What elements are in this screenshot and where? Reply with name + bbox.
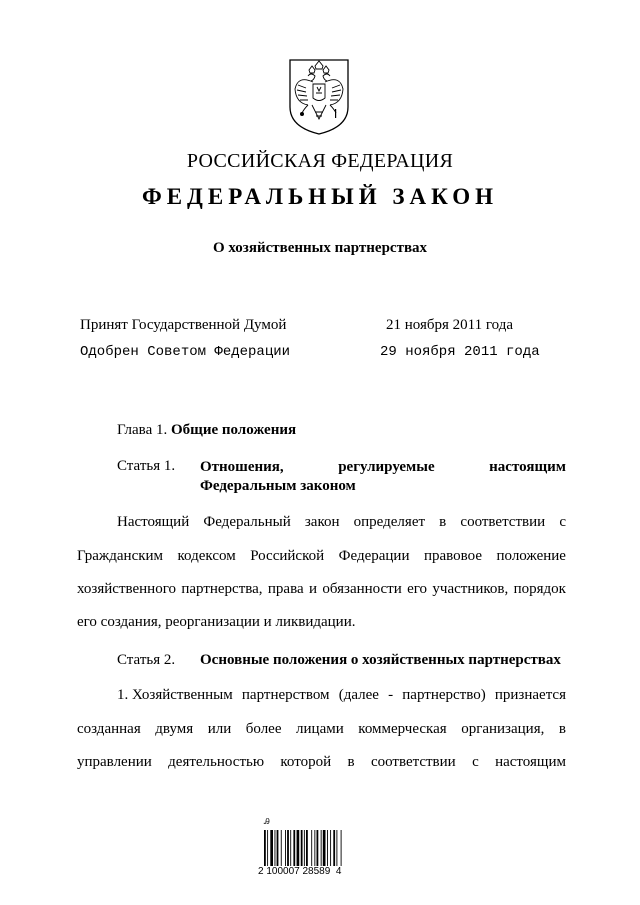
paragraph-line	[77, 581, 566, 598]
word: порядок	[513, 581, 566, 597]
article-1-number: Статья 1.	[117, 458, 176, 474]
word: соответствии	[460, 514, 546, 530]
word: с	[559, 514, 566, 530]
title-word: настоящим	[489, 459, 566, 475]
word: соответствии	[370, 754, 456, 770]
paragraph-line	[77, 754, 566, 771]
document-type: ФЕДЕРАЛЬНЫЙ ЗАКОН	[141, 184, 499, 209]
paragraph-line	[77, 721, 566, 738]
paragraph-line	[77, 548, 566, 565]
chapter-prefix: Глава 1.	[117, 422, 168, 438]
word: и	[308, 581, 318, 597]
word: в	[347, 754, 355, 770]
word: положение	[496, 548, 566, 564]
coat-of-arms-icon	[286, 57, 352, 137]
word: хозяйственного	[77, 581, 176, 597]
word: его создания, реорганизации и ликвидации.	[77, 614, 356, 630]
word: Федерации	[338, 548, 410, 564]
word: в	[558, 721, 566, 737]
word: деятельностью	[168, 754, 265, 770]
word: определяет	[353, 514, 426, 530]
word: партнерства,	[181, 581, 263, 597]
word: Российской	[250, 548, 325, 564]
word: обязанности	[322, 581, 402, 597]
article-1-title-line-1	[200, 458, 566, 477]
approved-date: 29 ноября 2011 года	[380, 344, 540, 360]
word: организация,	[461, 721, 545, 737]
document-title: О хозяйственных партнерствах	[212, 240, 428, 256]
paragraph-line	[117, 687, 566, 704]
word: участников,	[432, 581, 509, 597]
paragraph-line	[77, 614, 566, 631]
title-word: регулируемые	[338, 459, 435, 475]
word: партнерство)	[402, 687, 486, 703]
word: 1. Хозяйственным	[117, 687, 233, 703]
word: созданная	[77, 721, 141, 737]
word: управлении	[77, 754, 152, 770]
word: более	[245, 721, 282, 737]
approved-label: Одобрен Советом Федерации	[80, 344, 291, 360]
article-1-title	[200, 458, 566, 496]
word: с	[472, 754, 479, 770]
word: Федеральный	[203, 514, 291, 530]
word: двумя	[155, 721, 194, 737]
word: кодексом	[177, 548, 236, 564]
word: в	[439, 514, 447, 530]
barcode-mark: Ꭿ	[264, 817, 270, 826]
word: или	[207, 721, 232, 737]
word: признается	[494, 687, 566, 703]
paragraph-line	[117, 514, 566, 531]
word: закон	[304, 514, 340, 530]
word: (далее	[338, 687, 379, 703]
adopted-date: 21 ноября 2011 года	[386, 317, 514, 333]
word: Гражданским	[77, 548, 164, 564]
barcode-number: 2 100007 28589 4	[258, 866, 342, 877]
word: -	[388, 687, 394, 703]
word: коммерческая	[358, 721, 447, 737]
word: правовое	[423, 548, 482, 564]
article-2-title: Основные положения о хозяйственных партнерствах	[200, 652, 561, 668]
chapter-title: Общие положения	[170, 422, 297, 438]
article-1-title-line-2: Федеральным законом	[200, 478, 356, 494]
chapter-heading	[117, 422, 296, 439]
word: его	[407, 581, 428, 597]
word: права	[267, 581, 304, 597]
country-name: РОССИЙСКАЯ ФЕДЕРАЦИЯ	[186, 150, 454, 172]
word: Настоящий	[117, 514, 190, 530]
word: партнерством	[241, 687, 330, 703]
word: лицами	[296, 721, 344, 737]
title-word: Отношения,	[200, 459, 284, 475]
word: настоящим	[495, 754, 566, 770]
article-2-number: Статья 2.	[117, 652, 176, 668]
adopted-label: Принят Государственной Думой	[80, 317, 287, 333]
word: которой	[280, 754, 332, 770]
